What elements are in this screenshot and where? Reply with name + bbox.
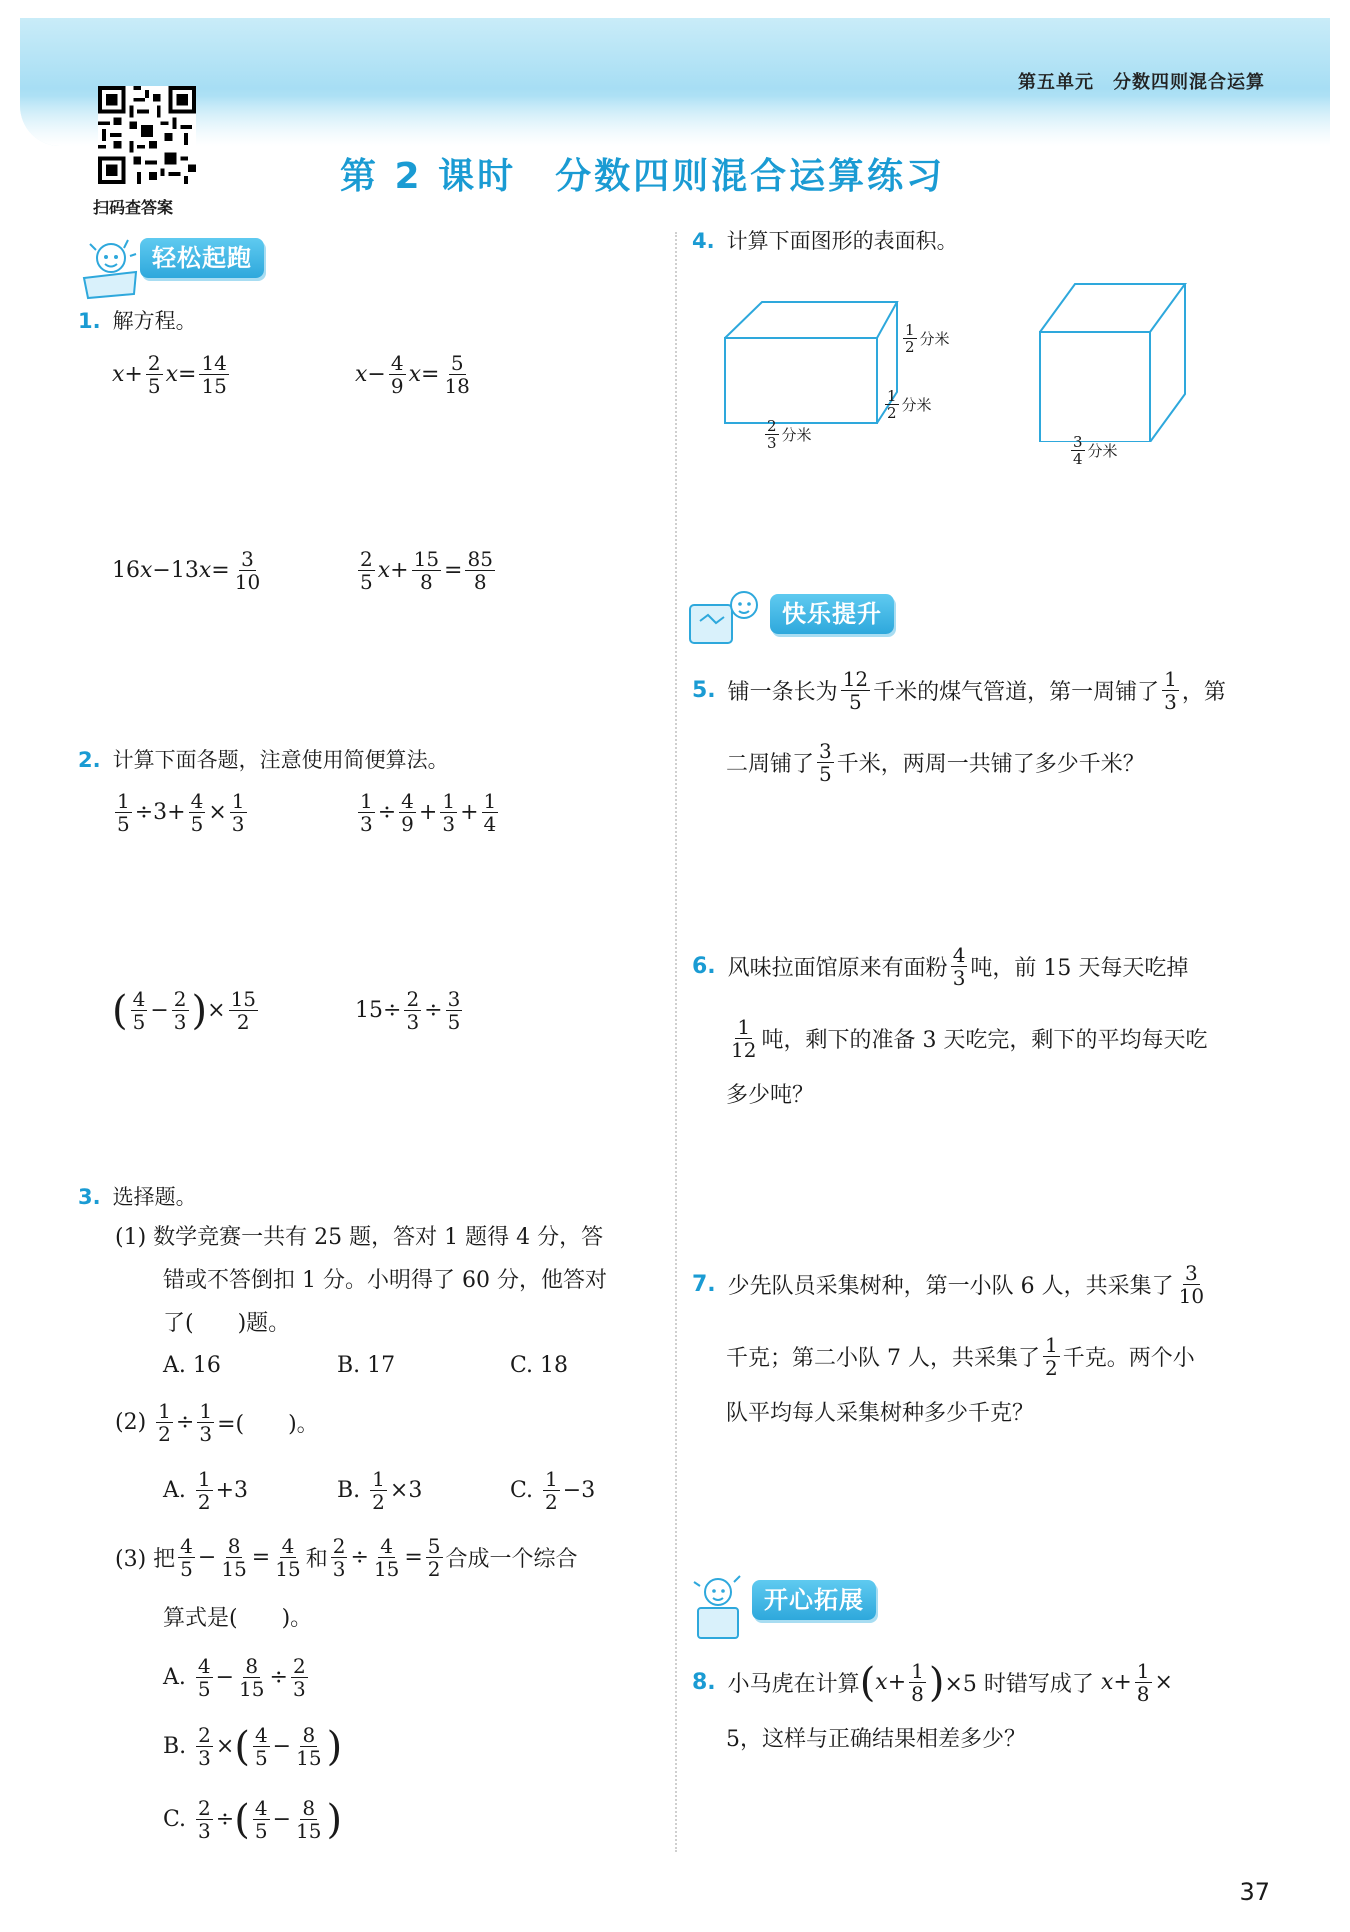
- question-2: [78, 745, 449, 775]
- question-1: [78, 306, 197, 336]
- lesson-title: 第 2 课时 分数四则混合运算练习: [340, 156, 946, 197]
- mascot-drawing-icon: [686, 585, 776, 651]
- cuboid-shape: [725, 302, 897, 423]
- question-6-line1: 6. 风味拉面馆原来有面粉 $\frac{4}{3}$ 吨，前 15 天每天吃掉: [692, 943, 1189, 990]
- q3-part3-label: (3) 把: [115, 1547, 176, 1572]
- shapes-figure: [720, 272, 1200, 442]
- q3-part3-tail: 合成一个综合: [445, 1547, 578, 1572]
- cube-shape: [1040, 284, 1185, 442]
- question-text: 计算下面各题，注意使用简便算法。: [112, 748, 449, 772]
- question-number: 7.: [692, 1272, 716, 1297]
- expression-2a: $\frac{1}{5}$ ÷3+ $\frac{4}{5}$ × $\frac{1}{3}$: [117, 789, 245, 836]
- q3-part3-mid: 和: [305, 1547, 328, 1572]
- q3-part3-line2: 算式是( )。: [163, 1606, 313, 1631]
- question-7-line2: 千克；第二小队 7 人，共采集了 $\frac{1}{2}$ 千克。两个小: [726, 1333, 1195, 1380]
- section-badge-warmup: 轻松起跑: [140, 238, 264, 278]
- label-cuboid-height: $\frac{1}{2}$ 分米: [905, 321, 950, 356]
- question-text: 解方程。: [112, 309, 197, 333]
- q3-part2-option-b[interactable]: B. $\frac{1}{2}$ ×3: [337, 1467, 423, 1514]
- question-7-line3: 队平均每人采集树种多少千克？: [726, 1401, 1035, 1426]
- label-cube-edge: $\frac{3}{4}$ 分米: [1073, 433, 1118, 468]
- label-cuboid-width: $\frac{1}{2}$ 分米: [887, 387, 932, 422]
- expression-2d: 15÷ $\frac{2}{3}$ ÷ $\frac{3}{5}$: [355, 987, 461, 1034]
- question-3: [78, 1182, 197, 1212]
- q3-part1-line3: 了( )题。: [163, 1311, 291, 1336]
- qr-label: 扫码查答案: [93, 198, 174, 217]
- question-8-line2: 5，这样与正确结果相差多少？: [726, 1727, 1026, 1752]
- question-8-line1: 8. 小马虎在计算 ( x + $\frac{1}{8}$ ) ×5 时错写成了 x + $\frac{1}{8}$ ×: [692, 1659, 1173, 1706]
- expression-2c: ( $\frac{4}{5}$ − $\frac{2}{3}$ ) × $\frac{15}{2}$: [112, 987, 257, 1034]
- mascot-icon: [76, 232, 146, 302]
- column-divider: [675, 232, 677, 1852]
- question-text: 计算下面图形的表面积。: [726, 229, 958, 253]
- question-number: 8.: [692, 1670, 716, 1695]
- q3-part1-option-c[interactable]: C. 18: [510, 1353, 569, 1378]
- question-6-line3: 多少吨？: [726, 1083, 815, 1108]
- q3-part3-option-b[interactable]: B. $\frac{2}{3}$ × ( $\frac{4}{5}$ − $\frac{8}{15}$ ): [163, 1723, 343, 1770]
- equation-1c: 16 x −13 x = $\frac{3}{10}$: [112, 547, 261, 594]
- equation-1a: x + $\frac{2}{5}$ x = $\frac{14}{15}$: [112, 351, 227, 398]
- question-5-line1: 5. 铺一条长为 $\frac{12}{5}$ 千米的煤气管道，第一周铺了 $\frac{1}{3}$ ，第: [692, 667, 1226, 714]
- question-4: [692, 226, 958, 256]
- section-badge-improve: 快乐提升: [770, 594, 894, 634]
- equation-1d: $\frac{2}{5}$ x + $\frac{15}{8}$ = $\frac{85}{8}$: [360, 547, 493, 594]
- question-number: 2.: [78, 748, 101, 772]
- question-text: 选择题。: [112, 1185, 197, 1209]
- q3-part2-label: (2): [115, 1410, 147, 1435]
- label-cuboid-length: $\frac{2}{3}$ 分米: [767, 417, 812, 452]
- question-5-line2: 二周铺了 $\frac{3}{5}$ 千米，两周一共铺了多少千米？: [726, 739, 1145, 786]
- q3-part3-question: (3) 把 $\frac{4}{5}$ − $\frac{8}{15}$ = $\frac{4}{15}$ 和 $\frac{2}{3}$ ÷ $\frac{4}{15}$ = $\frac{5}{2}$ 合成一个综合: [115, 1534, 578, 1581]
- q3-part3-option-c[interactable]: C. $\frac{2}{3}$ ÷ ( $\frac{4}{5}$ − $\frac{8}{15}$ ): [163, 1796, 343, 1843]
- q3-part1-line2: 错或不答倒扣 1 分。小明得了 60 分，他答对: [163, 1268, 607, 1293]
- q3-part1-line1: (1) 数学竞赛一共有 25 题，答对 1 题得 4 分，答: [115, 1225, 604, 1250]
- expression-2b: $\frac{1}{3}$ ÷ $\frac{4}{9}$ + $\frac{1}{3}$ + $\frac{1}{4}$: [360, 789, 497, 836]
- q3-part2-option-c[interactable]: C. $\frac{1}{2}$ −3: [510, 1467, 596, 1514]
- q3-part2-tail: =( )。: [217, 1412, 319, 1437]
- equation-1b: x − $\frac{4}{9}$ x = $\frac{5}{18}$: [355, 351, 470, 398]
- q3-part3-option-a[interactable]: A. $\frac{4}{5}$ − $\frac{8}{15}$ ÷ $\frac{2}{3}$: [163, 1654, 306, 1701]
- question-number: 5.: [692, 678, 716, 703]
- question-number: 3.: [78, 1185, 101, 1209]
- question-6-line2: $\frac{1}{12}$ 吨，剩下的准备 3 天吃完，剩下的平均每天吃: [731, 1015, 1208, 1062]
- q3-part2-question: (2) $\frac{1}{2}$ ÷ $\frac{1}{3}$ =( )。: [115, 1399, 319, 1446]
- question-7-line1: 7. 少先队员采集树种，第一小队 6 人，共采集了 $\frac{3}{10}$: [692, 1261, 1205, 1308]
- question-number: 4.: [692, 229, 715, 253]
- question-number: 6.: [692, 954, 716, 979]
- section-badge-extend: 开心拓展: [752, 1580, 876, 1620]
- q3-part2-option-a[interactable]: A. $\frac{1}{2}$ +3: [163, 1467, 249, 1514]
- unit-title: 第五单元 分数四则混合运算: [1018, 72, 1265, 93]
- page-number: 37: [1239, 1878, 1270, 1906]
- qr-code-icon[interactable]: [98, 86, 196, 184]
- question-number: 1.: [78, 309, 101, 333]
- q3-part1-option-b[interactable]: B. 17: [337, 1353, 396, 1378]
- q3-part1-option-a[interactable]: A. 16: [163, 1353, 221, 1378]
